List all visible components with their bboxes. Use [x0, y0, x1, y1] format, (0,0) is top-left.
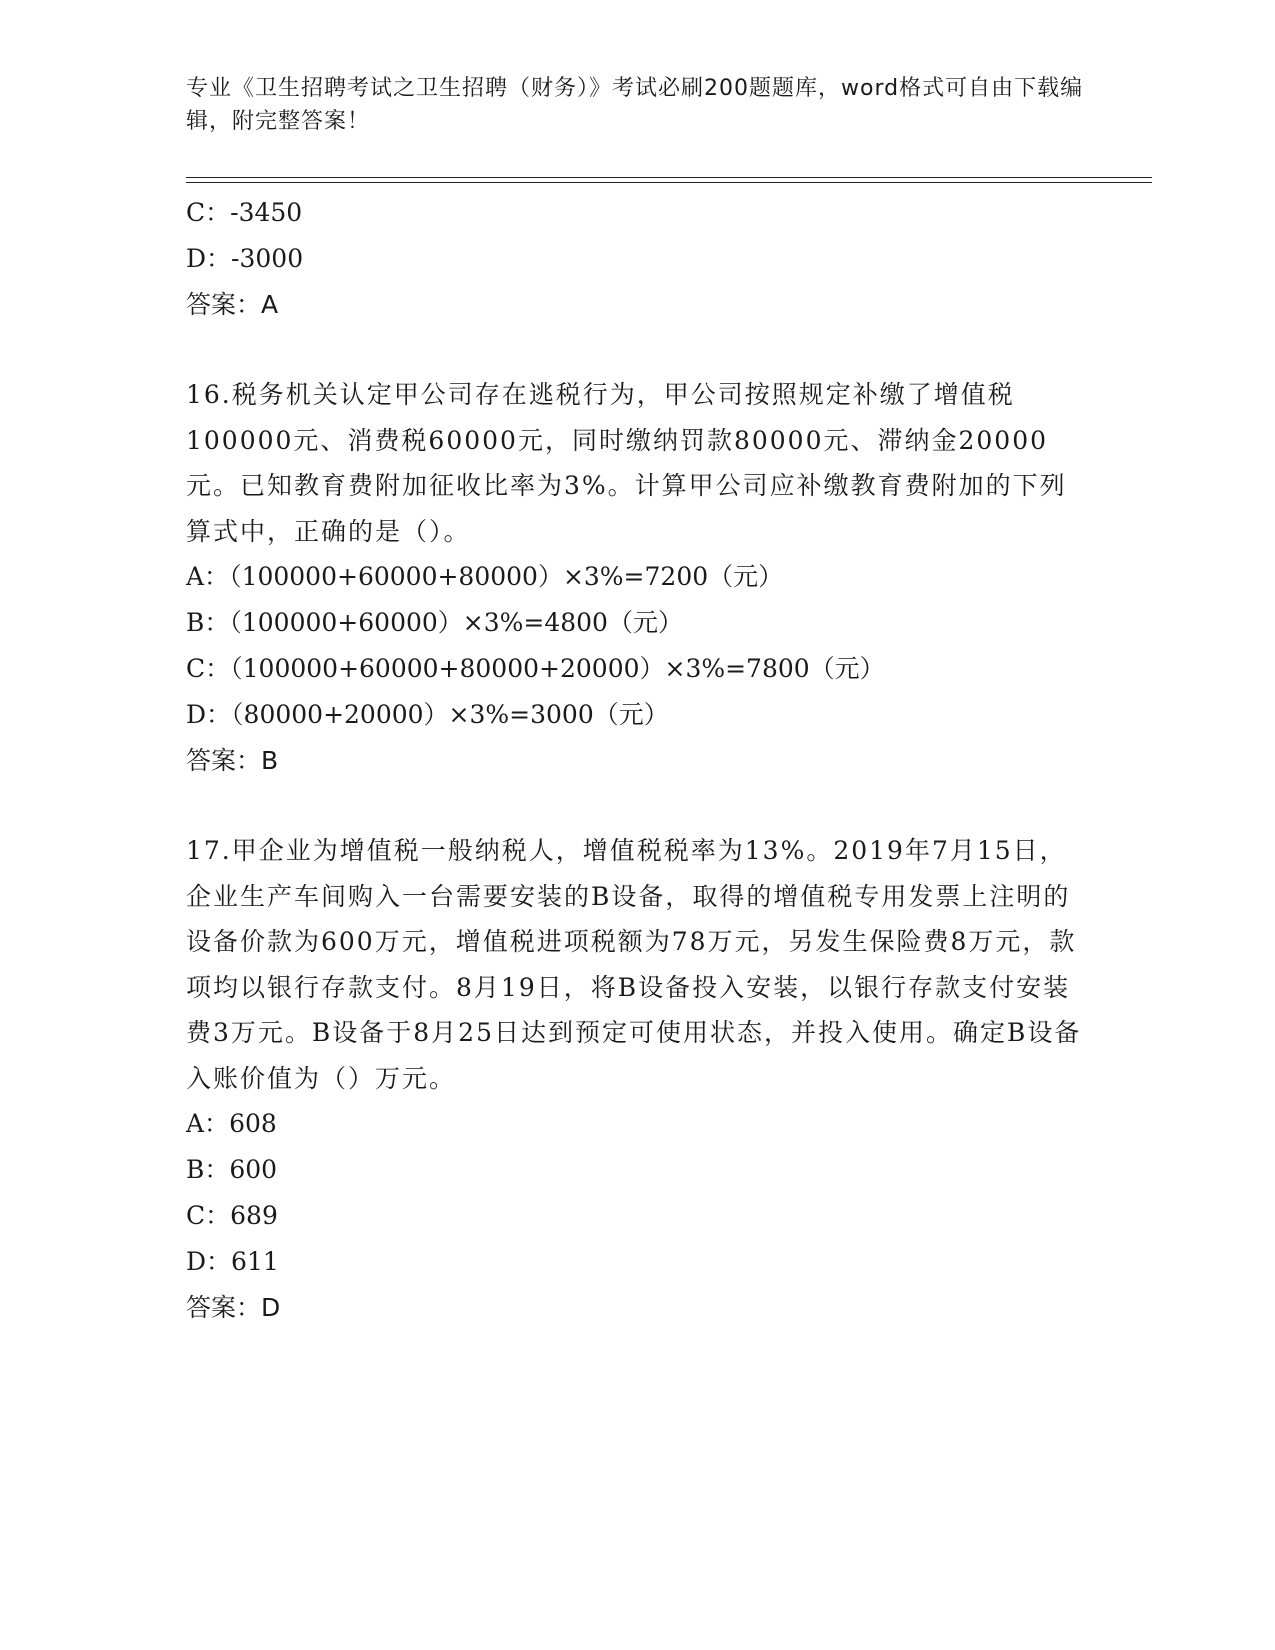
option-text: 689 [230, 1201, 278, 1230]
option-text: （100000+60000+80000+20000）×3%=7800（元） [230, 654, 885, 683]
question-stem: 16.税务机关认定甲公司存在逃税行为，甲公司按照规定补缴了增值税100000元、消费税60000元，同时缴纳罚款80000元、滞纳金20000元。已知教育费附加征收比率为3%。计算甲公司应补缴教育费附加的下列算式中，正确的是（）。 [186, 380, 1067, 546]
option-label: C： [186, 1201, 231, 1230]
option-c [186, 190, 1086, 236]
option-label: D： [186, 244, 232, 273]
option-text: -3000 [231, 244, 304, 273]
option-d [186, 692, 1086, 738]
option-a [186, 554, 1086, 600]
answer-line: 答案：D [186, 1293, 281, 1322]
option-text: （80000+20000）×3%=3000（元） [231, 700, 669, 729]
option-text: -3450 [230, 198, 303, 227]
option-label: C： [186, 198, 231, 227]
document-header: 专业《卫生招聘考试之卫生招聘（财务）》考试必刷200题题库，word格式可自由下载编辑，附完整答案！ [186, 76, 1084, 134]
option-b [186, 1147, 1086, 1193]
option-text: 608 [229, 1109, 277, 1138]
option-label: C： [186, 654, 231, 683]
option-label: A： [186, 1109, 230, 1138]
question-16 [186, 372, 1086, 784]
option-c [186, 646, 1086, 692]
document-body [186, 190, 1086, 1331]
option-text: （100000+60000）×3%=4800（元） [229, 608, 683, 637]
prev-question-tail [186, 190, 1086, 328]
header-rule-bottom [186, 182, 1152, 183]
option-label: B： [186, 1155, 230, 1184]
option-label: D： [186, 700, 232, 729]
option-a [186, 1101, 1086, 1147]
option-text: 600 [229, 1155, 278, 1184]
option-label: A： [186, 562, 230, 591]
option-b [186, 600, 1086, 646]
option-c [186, 1193, 1086, 1239]
option-label: B： [186, 608, 230, 637]
option-text: （100000+60000+80000）×3%=7200（元） [229, 562, 784, 591]
option-d [186, 1239, 1086, 1285]
answer-line: 答案：A [186, 290, 279, 319]
question-stem: 17.甲企业为增值税一般纳税人，增值税税率为13%。2019年7月15日，企业生产车间购入一台需要安装的B设备，取得的增值税专用发票上注明的设备价款为600万元，增值税进项税额为78万元，另发生保险费8万元，款项均以银行存款支付。8月19日，将B设备投入安装，以银行存款支付安装费3万元。B设备于8月25日达到预定可使用状态，并投入使用。确定B设备入账价值为（）万元。 [186, 836, 1082, 1093]
question-17 [186, 828, 1086, 1331]
option-label: D： [186, 1247, 232, 1276]
answer-line: 答案：B [186, 746, 279, 775]
option-d [186, 236, 1086, 282]
header-rule-top [186, 177, 1152, 178]
option-text: 611 [231, 1247, 279, 1276]
